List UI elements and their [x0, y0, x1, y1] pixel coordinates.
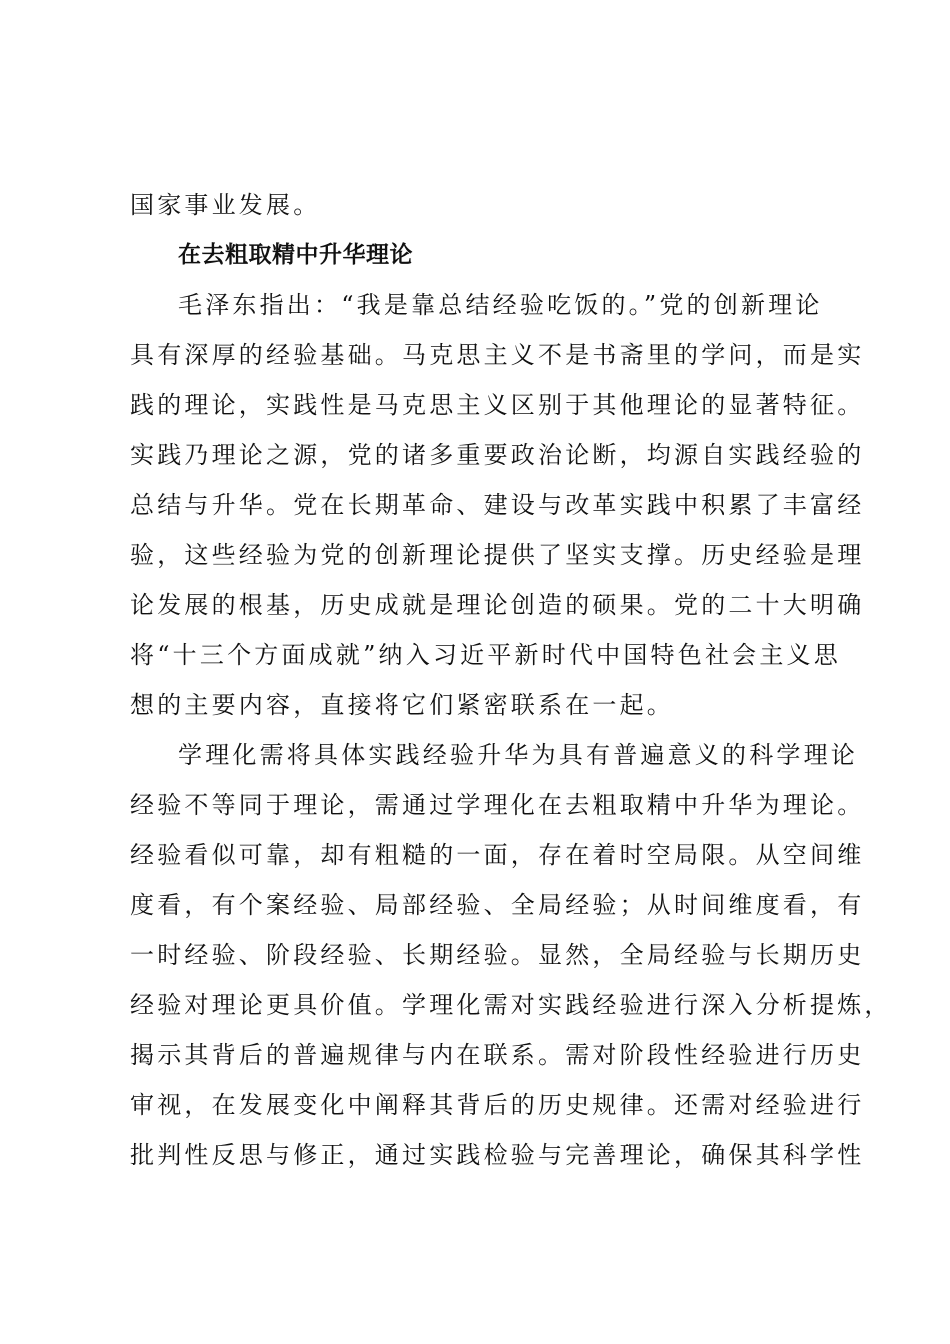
document-body: [130, 180, 892, 1180]
paragraph-line: 践的理论，实践性是马克思主义区别于其他理论的显著特征。: [130, 391, 865, 419]
paragraph-line: 论发展的根基，历史成就是理论创造的硕果。党的二十大明确: [130, 591, 865, 619]
paragraph-line: 具有深厚的经验基础。马克思主义不是书斋里的学问，而是实: [130, 341, 865, 369]
paragraph-line: 经验看似可靠，却有粗糙的一面，存在着时空局限。从空间维: [130, 841, 865, 869]
paragraph-line: 揭示其背后的普遍规律与内在联系。需对阶段性经验进行历史: [130, 1041, 865, 1069]
section-heading: 在去粗取精中升华理论: [178, 242, 413, 268]
paragraph-line: 批判性反思与修正，通过实践检验与完善理论，确保其科学性: [130, 1141, 865, 1169]
paragraph-line: 实践乃理论之源，党的诸多重要政治论断，均源自实践经验的: [130, 441, 865, 469]
paragraph-line: 一时经验、阶段经验、长期经验。显然，全局经验与长期历史: [130, 941, 865, 969]
paragraph-line: 验，这些经验为党的创新理论提供了坚实支撑。历史经验是理: [130, 541, 865, 569]
paragraph-line: 审视，在发展变化中阐释其背后的历史规律。还需对经验进行: [130, 1091, 865, 1119]
paragraph-line: 学理化需将具体实践经验升华为具有普遍意义的科学理论: [178, 741, 858, 769]
paragraph-line: 度看，有个案经验、局部经验、全局经验；从时间维度看，有: [130, 891, 865, 919]
paragraph-line: 总结与升华。党在长期革命、建设与改革实践中积累了丰富经: [130, 491, 865, 519]
paragraph-line: 毛泽东指出：“我是靠总结经验吃饭的。”党的创新理论: [178, 291, 823, 319]
paragraph-line: 经验不等同于理论，需通过学理化在去粗取精中升华为理论。: [130, 791, 865, 819]
paragraph-line: 将“十三个方面成就”纳入习近平新时代中国特色社会主义思: [130, 641, 841, 669]
paragraph-line: 国家事业发展。: [130, 191, 321, 219]
paragraph-line: 经验对理论更具价值。学理化需对实践经验进行深入分析提炼，: [130, 991, 892, 1019]
paragraph-line: 想的主要内容，直接将它们紧密联系在一起。: [130, 691, 674, 719]
